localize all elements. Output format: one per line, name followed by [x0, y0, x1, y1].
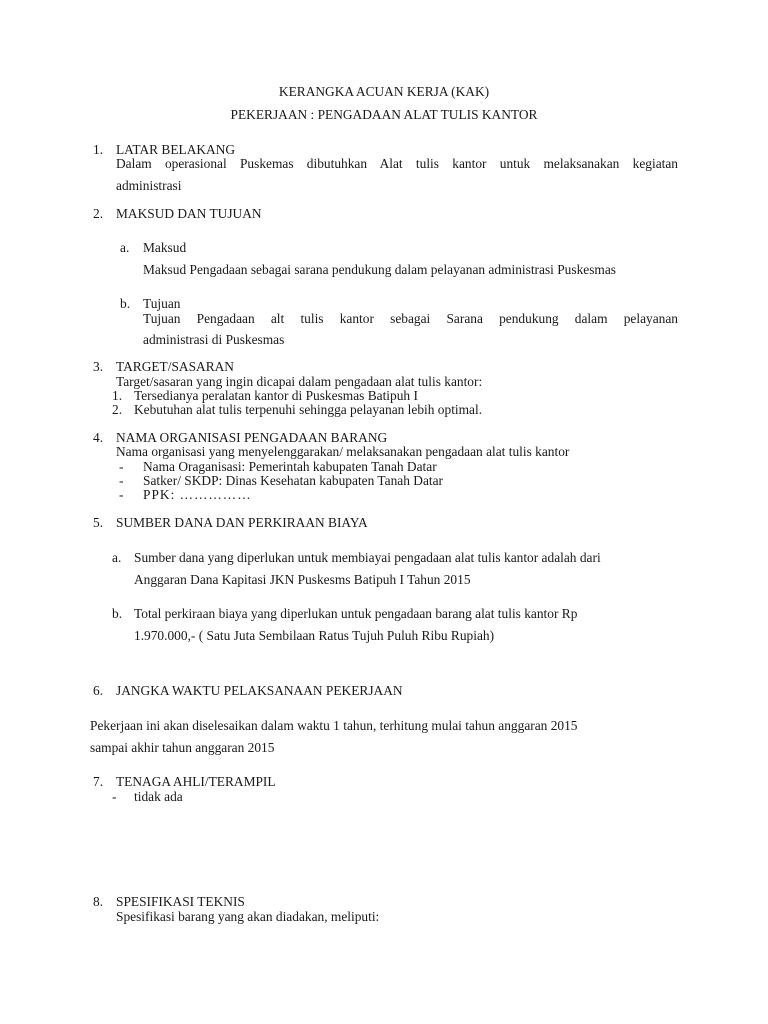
list-item: Nama Oraganisasi: Pemerintah kabupaten Tanah Datar	[143, 459, 437, 474]
list-item-marker: -	[119, 473, 124, 488]
section-heading: LATAR BELAKANG	[116, 142, 236, 157]
sub-item-marker: b.	[120, 296, 131, 311]
paragraph-line: Nama organisasi yang menyelenggarakan/ melaksanakan pengadaan alat tulis kantor	[116, 444, 570, 459]
paragraph-line: Tujuan Pengadaan alt tulis kantor sebagai Sarana pendukung dalam pelayanan	[143, 311, 678, 326]
list-item-marker: 2.	[112, 402, 123, 417]
section-number: 4.	[93, 430, 104, 445]
section-number: 3.	[93, 359, 104, 374]
paragraph-line: administrasi	[116, 178, 182, 193]
section-number: 1.	[93, 142, 104, 157]
sub-item-label: Maksud	[143, 240, 187, 255]
section-number: 5.	[93, 515, 104, 530]
sub-item-marker: a.	[112, 550, 122, 565]
section-heading: SPESIFIKASI TEKNIS	[116, 894, 245, 909]
section-heading: TARGET/SASARAN	[116, 359, 234, 374]
section-number: 6.	[93, 683, 104, 698]
paragraph-line: Maksud Pengadaan sebagai sarana pendukung dalam pelayanan administrasi Puskesmas	[143, 262, 617, 277]
paragraph-line: Dalam operasional Puskemas dibutuhkan Alat tulis kantor untuk melaksanakan kegiatan	[116, 156, 678, 171]
section-heading: TENAGA AHLI/TERAMPIL	[116, 774, 276, 789]
list-item-marker: -	[112, 789, 117, 804]
paragraph-line: Sumber dana yang diperlukan untuk membiayai pengadaan alat tulis kantor adalah dari	[134, 550, 601, 565]
section-number: 7.	[93, 774, 104, 789]
document-subtitle: PEKERJAAN : PENGADAAN ALAT TULIS KANTOR	[230, 107, 538, 122]
list-item: PPK: ……………	[143, 487, 252, 502]
paragraph-line: 1.970.000,- ( Satu Juta Sembilaan Ratus Tujuh Puluh Ribu Rupiah)	[134, 628, 495, 643]
paragraph-line: Total perkiraan biaya yang diperlukan untuk pengadaan barang alat tulis kantor Rp	[134, 606, 578, 621]
list-item-marker: -	[119, 487, 124, 502]
sub-item-label: Tujuan	[143, 296, 181, 311]
paragraph-line: Spesifikasi barang yang akan diadakan, meliputi:	[116, 909, 380, 924]
list-item: Satker/ SKDP: Dinas Kesehatan kabupaten Tanah Datar	[143, 473, 444, 488]
paragraph-line: administrasi di Puskesmas	[143, 332, 285, 347]
document-title: KERANGKA ACUAN KERJA (KAK)	[278, 84, 490, 99]
sub-item-marker: a.	[120, 240, 130, 255]
paragraph-line: sampai akhir tahun anggaran 2015	[90, 740, 275, 755]
sub-item-marker: b.	[112, 606, 123, 621]
section-heading: MAKSUD DAN TUJUAN	[116, 206, 262, 221]
section-heading: SUMBER DANA DAN PERKIRAAN BIAYA	[116, 515, 368, 530]
list-item-marker: -	[119, 459, 124, 474]
paragraph-line: Anggaran Dana Kapitasi JKN Puskesms Batipuh I Tahun 2015	[134, 572, 471, 587]
list-item: Kebutuhan alat tulis terpenuhi sehingga pelayanan lebih optimal.	[134, 402, 483, 417]
list-item: tidak ada	[134, 789, 183, 804]
section-heading: NAMA ORGANISASI PENGADAAN BARANG	[116, 430, 388, 445]
list-item-marker: 1.	[112, 388, 123, 403]
paragraph-line: Target/sasaran yang ingin dicapai dalam pengadaan alat tulis kantor:	[116, 374, 483, 389]
paragraph-line: Pekerjaan ini akan diselesaikan dalam waktu 1 tahun, terhitung mulai tahun anggaran 2015	[90, 718, 578, 733]
section-number: 2.	[93, 206, 104, 221]
section-heading: JANGKA WAKTU PELAKSANAAN PEKERJAAN	[116, 683, 403, 698]
section-number: 8.	[93, 894, 104, 909]
list-item: Tersedianya peralatan kantor di Puskesmas Batipuh I	[134, 388, 418, 403]
